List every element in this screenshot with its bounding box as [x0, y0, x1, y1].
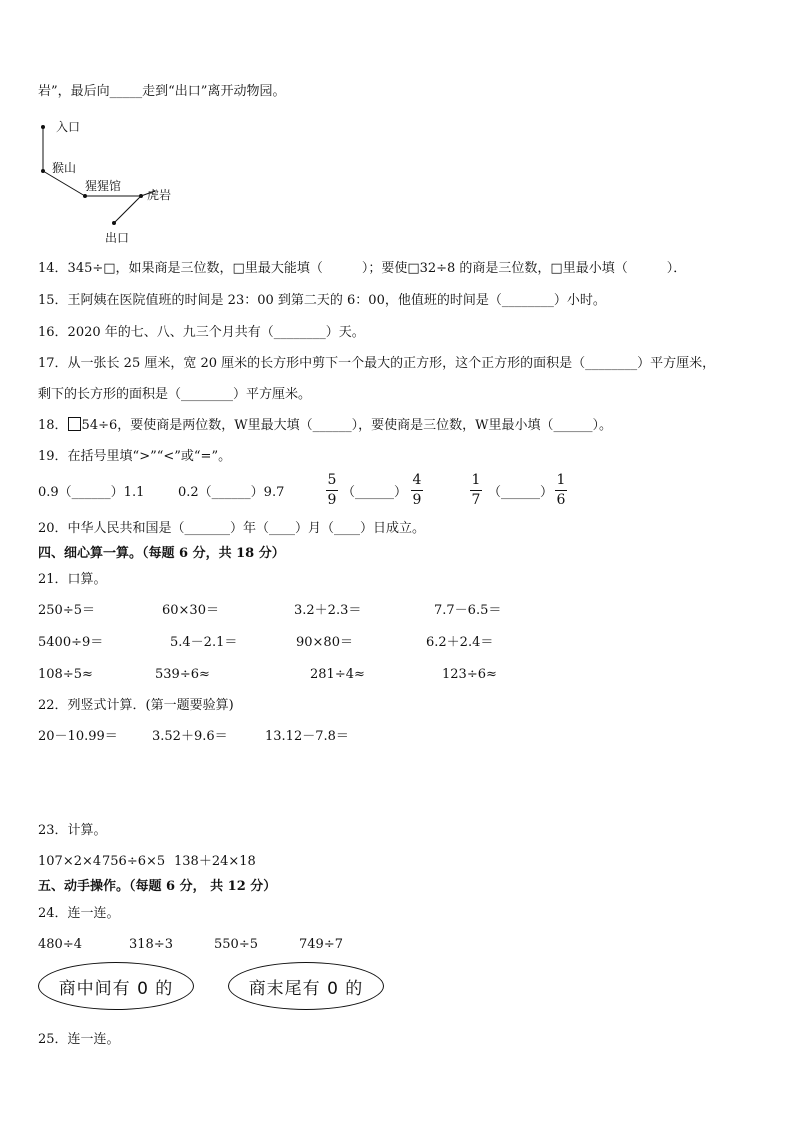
map-panda-house-label: 猩猩馆 — [85, 179, 122, 193]
question-18: 18． 54÷6，要使商是两位数，W里最大填（______），要使商是三位数，W里最小填（______）。 — [38, 418, 612, 433]
question-17-line2: 剩下的长方形的面积是（________）平方厘米。 — [38, 387, 312, 402]
fraction-1-7: 1 7 — [471, 472, 481, 508]
question-20: 20．中华人民共和国是（_______）年（____）月（____）日成立。 — [38, 521, 426, 536]
compute-item: 138＋24×18 — [174, 854, 256, 869]
question-15: 15．王阿姨在医院值班的时间是 23：00 到第二天的 6：00，他值班的时间是（________）小时。 — [38, 293, 606, 308]
q19-blank-d: （______） — [488, 485, 554, 500]
q13-tail: 岩”，最后向_____走到“出口”离开动物园。 — [38, 84, 286, 99]
question-16: 16．2020 年的七、八、九三个月共有（________）天。 — [38, 325, 365, 340]
vertical-calc-item: 13.12－7.8＝ — [265, 729, 349, 744]
q19-item-b: 0.2（______）9.7 — [178, 485, 285, 500]
map-entrance-label: 入口 — [56, 120, 81, 134]
vertical-calc-item: 20－10.99＝ — [38, 729, 118, 744]
map-monkey-hill-label: 猴山 — [52, 161, 77, 175]
question-23: 23．计算。 — [38, 823, 107, 838]
calc-item: 281÷4≈ — [310, 667, 365, 682]
division-item: 480÷4 — [38, 937, 82, 952]
division-item: 318÷3 — [129, 937, 173, 952]
fraction-1-6: 1 6 — [556, 472, 566, 508]
section-4-heading: 四、细心算一算。（每题 6 分，共 18 分） — [38, 546, 285, 561]
calc-item: 6.2＋2.4＝ — [426, 635, 494, 650]
fraction-4-9: 4 9 — [412, 472, 422, 508]
oval-middle-zero[interactable]: 商中间有 0 的 — [38, 962, 194, 1010]
calc-item: 123÷6≈ — [442, 667, 497, 682]
question-24: 24．连一连。 — [38, 906, 120, 921]
q19-item-a: 0.9（______）1.1 — [38, 485, 145, 500]
division-item: 749÷7 — [299, 937, 343, 952]
calc-item: 539÷6≈ — [155, 667, 210, 682]
question-17-line1: 17．从一张长 25 厘米，宽 20 厘米的长方形中剪下一个最大的正方形，这个正方形的面积是（________）平方厘米， — [38, 356, 716, 371]
map-exit-label: 出口 — [105, 231, 130, 245]
calc-item: 7.7－6.5＝ — [434, 603, 502, 618]
section-5-heading: 五、动手操作。（每题 6 分， 共 12 分） — [38, 879, 277, 894]
calc-item: 90×80＝ — [296, 635, 353, 650]
calc-item: 60×30＝ — [162, 603, 219, 618]
blank-box-icon — [68, 417, 81, 431]
calc-item: 5.4－2.1＝ — [170, 635, 238, 650]
compute-item: 756÷6×5 — [102, 854, 166, 869]
division-item: 550÷5 — [214, 937, 258, 952]
q19-blank-c: （______） — [342, 485, 408, 500]
vertical-calc-item: 3.52＋9.6＝ — [152, 729, 228, 744]
calc-item: 250÷5＝ — [38, 603, 95, 618]
question-19: 19．在括号里填“>”“<”或“=”。 — [38, 449, 232, 464]
map-tiger-rock-label: 虎岩 — [147, 188, 172, 202]
question-21: 21．口算。 — [38, 572, 107, 587]
oval-ending-zero[interactable]: 商末尾有 0 的 — [228, 962, 384, 1010]
calc-item: 108÷5≈ — [38, 667, 93, 682]
calc-item: 3.2＋2.3＝ — [294, 603, 362, 618]
calc-item: 5400÷9＝ — [38, 635, 104, 650]
question-22: 22．列竖式计算．(第一题要验算) — [38, 698, 234, 713]
fraction-5-9: 5 9 — [327, 472, 337, 508]
question-25: 25．连一连。 — [38, 1032, 120, 1047]
question-14: 14．345÷□，如果商是三位数，□里最大能填（ ）；要使□32÷8 的商是三位数，□里最小填（ ）． — [38, 261, 687, 276]
zoo-route-map — [30, 112, 190, 248]
compute-item: 107×2×4 — [38, 854, 102, 869]
